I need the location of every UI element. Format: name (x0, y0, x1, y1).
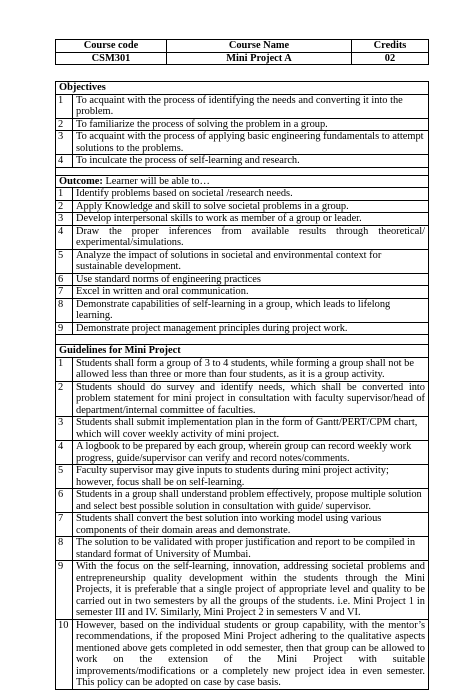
item-text: To acquaint with the process of applying basic engineering fundamentals to attempt solutions to the problems. (73, 131, 429, 155)
list-item (56, 155, 429, 168)
item-number: 4 (56, 225, 73, 249)
list-item (56, 200, 429, 213)
outcome-heading (56, 175, 429, 188)
item-number: 3 (56, 213, 73, 226)
item-number: 5 (56, 465, 73, 489)
item-number: 4 (56, 441, 73, 465)
list-item (56, 273, 429, 286)
item-text: Students in a group shall understand problem effectively, propose multiple solution and select best possible solution in consultation with guide/ supervisor. (73, 489, 429, 513)
item-number: 8 (56, 537, 73, 561)
course-code-header: Course code (56, 40, 167, 53)
list-item (56, 188, 429, 201)
credits-value: 02 (352, 52, 429, 65)
list-item (56, 561, 429, 620)
item-number: 8 (56, 298, 73, 322)
list-item (56, 94, 429, 118)
item-text: Students should do survey and identify needs, which shall be converted into problem statement for mini project in consultation with faculty supervisor/head of department/internal committee of faculties. (73, 381, 429, 417)
outcome-intro: Learner will be able to… (102, 175, 210, 187)
spacer-row (56, 167, 429, 175)
course-name-value: Mini Project A (167, 52, 352, 65)
item-text: To acquaint with the process of identifying the needs and converting it into the problem. (73, 94, 429, 118)
item-text: However, based on the individual students or group capability, with the mentor’s recommendations, if the proposed Mini Project adhering to the qualitative aspects mentioned above gets completed in odd semester, then that group can be allowed to work on the extension of the Mini Project with suitable improvements/modifications or a completely new project idea in even semester. This policy can be adopted on case by case basis. (73, 619, 429, 689)
list-item (56, 298, 429, 322)
item-text: Students shall submit implementation plan in the form of Gantt/PERT/CPM chart, which will cover weekly activity of mini project. (73, 417, 429, 441)
item-text: Develop interpersonal skills to work as member of a group or leader. (73, 213, 429, 226)
item-text: To familiarize the process of solving the problem in a group. (73, 118, 429, 131)
item-text: Demonstrate capabilities of self-learning in a group, which leads to lifelong learning. (73, 298, 429, 322)
objectives-heading: Objectives (56, 82, 429, 95)
list-item (56, 537, 429, 561)
list-item (56, 286, 429, 299)
item-text: A logbook to be prepared by each group, wherein group can record weekly work progress, guide/supervisor can verify and record notes/comments. (73, 441, 429, 465)
item-text: Faculty supervisor may give inputs to students during mini project activity; however, focus shall be on self-learning. (73, 465, 429, 489)
credits-header: Credits (352, 40, 429, 53)
list-item (56, 131, 429, 155)
item-number: 1 (56, 357, 73, 381)
item-number: 3 (56, 131, 73, 155)
item-text: Identify problems based on societal /research needs. (73, 188, 429, 201)
course-name-header: Course Name (167, 40, 352, 53)
item-number: 2 (56, 118, 73, 131)
outcome-heading-row (56, 175, 429, 188)
item-text: Students shall form a group of 3 to 4 students, while forming a group shall not be allowed less than three or more than four students, as it is a group activity. (73, 357, 429, 381)
course-info-table (55, 39, 429, 65)
item-text: To inculcate the process of self-learning and research. (73, 155, 429, 168)
item-text: Analyze the impact of solutions in societal and environmental context for sustainable development. (73, 249, 429, 273)
item-number: 9 (56, 322, 73, 335)
item-number: 6 (56, 273, 73, 286)
course-header-row (56, 40, 429, 53)
outcome-label: Outcome: (59, 175, 103, 187)
objectives-heading-row (56, 82, 429, 95)
list-item (56, 322, 429, 335)
list-item (56, 489, 429, 513)
item-text: Demonstrate project management principles during project work. (73, 322, 429, 335)
list-item (56, 357, 429, 381)
item-text: Students shall convert the best solution into working model using various components of their domain areas and demonstrate. (73, 513, 429, 537)
item-number: 2 (56, 381, 73, 417)
item-text: Draw the proper inferences from available results through theoretical/ experimental/simulations. (73, 225, 429, 249)
item-number: 5 (56, 249, 73, 273)
item-number: 10 (56, 619, 73, 689)
item-number: 4 (56, 155, 73, 168)
list-item (56, 619, 429, 689)
list-item (56, 249, 429, 273)
item-number: 6 (56, 489, 73, 513)
spacer-row (56, 335, 429, 345)
item-number: 7 (56, 513, 73, 537)
item-number: 3 (56, 417, 73, 441)
list-item (56, 225, 429, 249)
list-item (56, 465, 429, 489)
guidelines-heading-row (56, 345, 429, 358)
item-text: The solution to be validated with proper justification and report to be compiled in standard format of University of Mumbai. (73, 537, 429, 561)
list-item (56, 118, 429, 131)
item-number: 2 (56, 200, 73, 213)
item-text: Apply Knowledge and skill to solve societal problems in a group. (73, 200, 429, 213)
item-text: With the focus on the self-learning, innovation, addressing societal problems and entrepreneurship quality development within the students through the Mini Projects, it is preferable that a single project of appropriate level and quality to be carried out in two semesters by all the groups of the students. i.e. Mini Project 1 in semester III and IV. Similarly, Mini Project 2 in semesters V and VI. (73, 561, 429, 620)
item-number: 1 (56, 94, 73, 118)
item-number: 1 (56, 188, 73, 201)
list-item (56, 213, 429, 226)
item-text: Use standard norms of engineering practices (73, 273, 429, 286)
course-code-value: CSM301 (56, 52, 167, 65)
item-number: 9 (56, 561, 73, 620)
course-value-row (56, 52, 429, 65)
item-text: Excel in written and oral communication. (73, 286, 429, 299)
syllabus-table (55, 81, 429, 690)
item-number: 7 (56, 286, 73, 299)
list-item (56, 513, 429, 537)
guidelines-heading: Guidelines for Mini Project (56, 345, 429, 358)
list-item (56, 441, 429, 465)
list-item (56, 417, 429, 441)
list-item (56, 381, 429, 417)
